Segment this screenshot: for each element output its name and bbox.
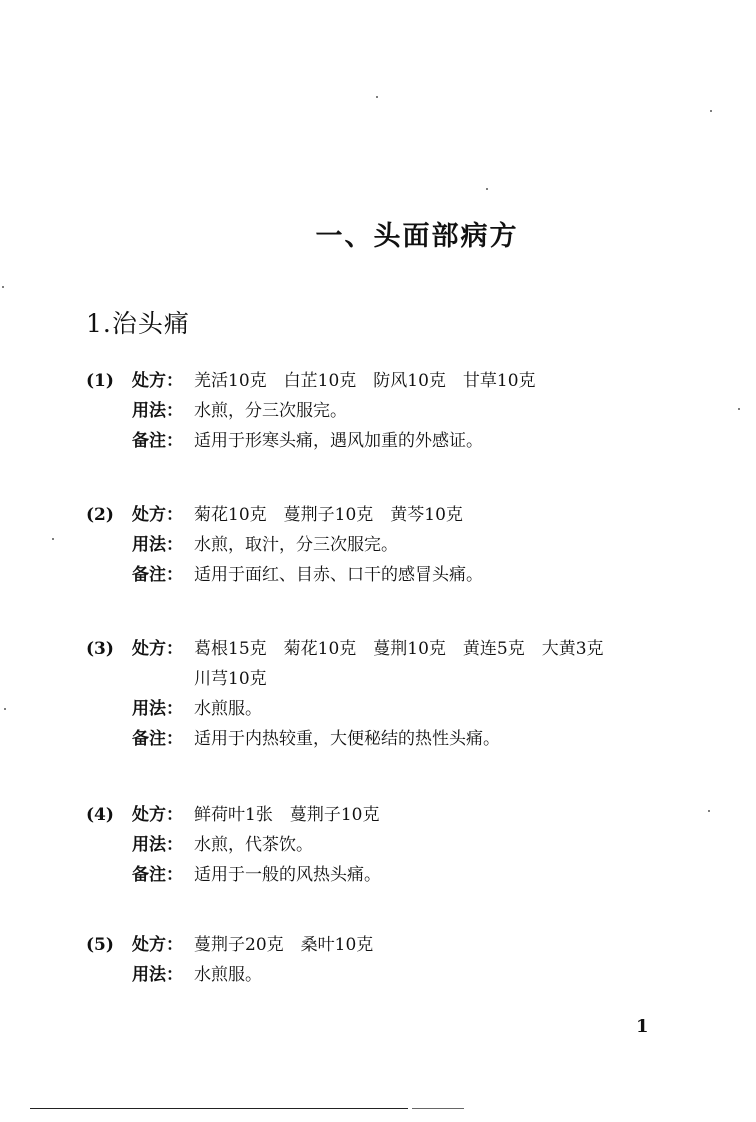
note-text: 适用于一般的风热头痛。: [194, 865, 381, 885]
note-label: 备注：: [132, 729, 183, 749]
recipe-1: [86, 366, 726, 456]
recipe-5: [86, 930, 726, 990]
prescription-text: 葛根15克 菊花10克 蔓荆10克 黄连5克 大黄3克 川芎10克: [194, 639, 621, 689]
prescription-text: 鲜荷叶1张 蔓荆子10克: [194, 805, 380, 825]
scan-speck: [4, 708, 6, 710]
scan-speck: [52, 538, 54, 540]
usage-label: 用法：: [132, 965, 183, 985]
prescription-text: 蔓荆子20克 桑叶10克: [194, 935, 374, 955]
usage-text: 水煎，代茶饮。: [194, 835, 313, 855]
usage-text: 水煎，取汁，分三次服完。: [194, 535, 398, 555]
note-label: 备注：: [132, 431, 183, 451]
usage-label: 用法：: [132, 835, 183, 855]
prescription-text: 菊花10克 蔓荆子10克 黄芩10克: [194, 505, 463, 525]
scan-speck: [486, 188, 488, 190]
recipe-number: (4): [86, 805, 114, 825]
note-label: 备注：: [132, 565, 183, 585]
note-label: 备注：: [132, 865, 183, 885]
usage-text: 水煎，分三次服完。: [194, 401, 347, 421]
usage-label: 用法：: [132, 535, 183, 555]
recipe-number: (1): [86, 371, 114, 391]
bottom-rule: [30, 1108, 408, 1109]
prescription-label: 处方：: [132, 805, 183, 825]
section-title: 1.治头痛: [86, 309, 190, 338]
scan-speck: [738, 408, 740, 410]
prescription-label: 处方：: [132, 639, 183, 659]
chapter-title: 一、头面部病方: [315, 221, 519, 252]
recipe-2: [86, 500, 726, 590]
recipe-number: (2): [86, 505, 114, 525]
recipe-number: (3): [86, 639, 114, 659]
note-text: 适用于内热较重，大便秘结的热性头痛。: [194, 729, 500, 749]
prescription-label: 处方：: [132, 371, 183, 391]
page-number: 1: [636, 1016, 649, 1037]
usage-label: 用法：: [132, 401, 183, 421]
usage-text: 水煎服。: [194, 965, 262, 985]
usage-label: 用法：: [132, 699, 183, 719]
prescription-text: 羌活10克 白芷10克 防风10克 甘草10克: [194, 371, 536, 391]
scan-speck: [376, 96, 378, 98]
recipe-number: (5): [86, 935, 114, 955]
recipe-4: [86, 800, 726, 890]
prescription-label: 处方：: [132, 505, 183, 525]
note-text: 适用于面红、目赤、口干的感冒头痛。: [194, 565, 483, 585]
recipe-3: [86, 634, 726, 754]
scan-speck: [708, 810, 710, 812]
scan-speck: [2, 286, 4, 288]
scan-speck: [710, 110, 712, 112]
bottom-rule-dashed: [412, 1108, 464, 1109]
note-text: 适用于形寒头痛，遇风加重的外感证。: [194, 431, 483, 451]
prescription-label: 处方：: [132, 935, 183, 955]
usage-text: 水煎服。: [194, 699, 262, 719]
